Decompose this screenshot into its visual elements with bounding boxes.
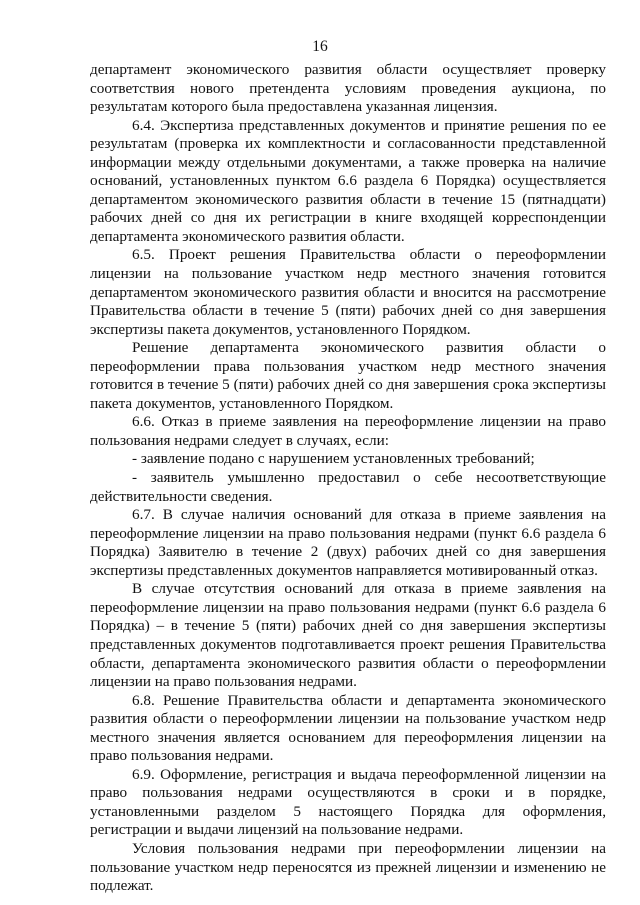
paragraph-conditions: Условия пользования недрами при переоформлении лицензии на пользование участком недр переносятся из прежней лицензии и изменению не подлежат.	[90, 839, 606, 895]
list-item-false-info: - заявитель умышленно предоставил о себе несоответствующие действительности сведения.	[90, 469, 606, 505]
paragraph-6-5: 6.5. Проект решения Правительства области о переоформлении лицензии на пользование участком недр местного значения готовится департаментом экономического развития области и вносится на рассмотрение Правительства области в течение 5 (пяти) рабочих дней со дня завершения экспертизы пакета документов, установленного Порядком.	[90, 246, 606, 338]
paragraph-continuation: департамент экономического развития области осуществляет проверку соответствия нового претендента условиям проведения аукциона, по результатам которого была предоставлена указанная лицензия.	[90, 61, 606, 116]
paragraph-6-4: 6.4. Экспертиза представленных документов и принятие решения по ее результатам (проверка их комплектности и согласованности представленной информации между отдельными документами, а также проверка на наличие оснований, установленных пунктом 6.6 раздела 6 Порядка) осуществляется департаментом экономического развития области в течение 15 (пятнадцати) рабочих дней со дня их регистрации в книге входящей корреспонденции департамента экономического развития области.	[90, 116, 606, 245]
paragraph-6-6: 6.6. Отказ в приеме заявления на переоформление лицензии на право пользования недрами следует в случаях, если:	[90, 413, 606, 449]
paragraph-6-8: 6.8. Решение Правительства области и департамента экономического развития области о переоформлении лицензии на пользование участком недр местного значения является основанием для переоформления лицензии на право пользования недрами.	[90, 691, 606, 765]
paragraph-6-5-decision: Решение департамента экономического развития области о переоформлении права пользования участком недр местного значения готовится в течение 5 (пяти) рабочих дней со дня завершения срока экспертизы пакета документов, установленного Порядком.	[90, 339, 606, 412]
paragraph-6-9: 6.9. Оформление, регистрация и выдача переоформленной лицензии на право пользования недрами осуществляются в сроки и в порядке, установленными разделом 5 настоящего Порядка для оформления, регистрации и выдачи лицензий на пользование недрами.	[90, 765, 606, 839]
paragraph-6-7-absence: В случае отсутствия оснований для отказа в приеме заявления на переоформление лицензии на право пользования недрами (пункт 6.6 раздела 6 Порядка) – в течение 5 (пяти) рабочих дней со дня завершения экспертизы представленных документов подготавливается проект решения Правительства области, департамента экономического развития области о переоформлении лицензии на право пользования недрами.	[90, 580, 606, 691]
paragraph-6-7: 6.7. В случае наличия оснований для отказа в приеме заявления на переоформление лицензии на право пользования недрами (пункт 6.6 раздела 6 Порядка) Заявителю в течение 2 (двух) рабочих дней со дня завершения экспертизы представленных документов направляется мотивированный отказ.	[90, 506, 606, 579]
document-body	[90, 61, 606, 896]
list-item-violation: - заявление подано с нарушением установленных требований;	[132, 450, 535, 468]
page-number: 16	[312, 38, 328, 55]
